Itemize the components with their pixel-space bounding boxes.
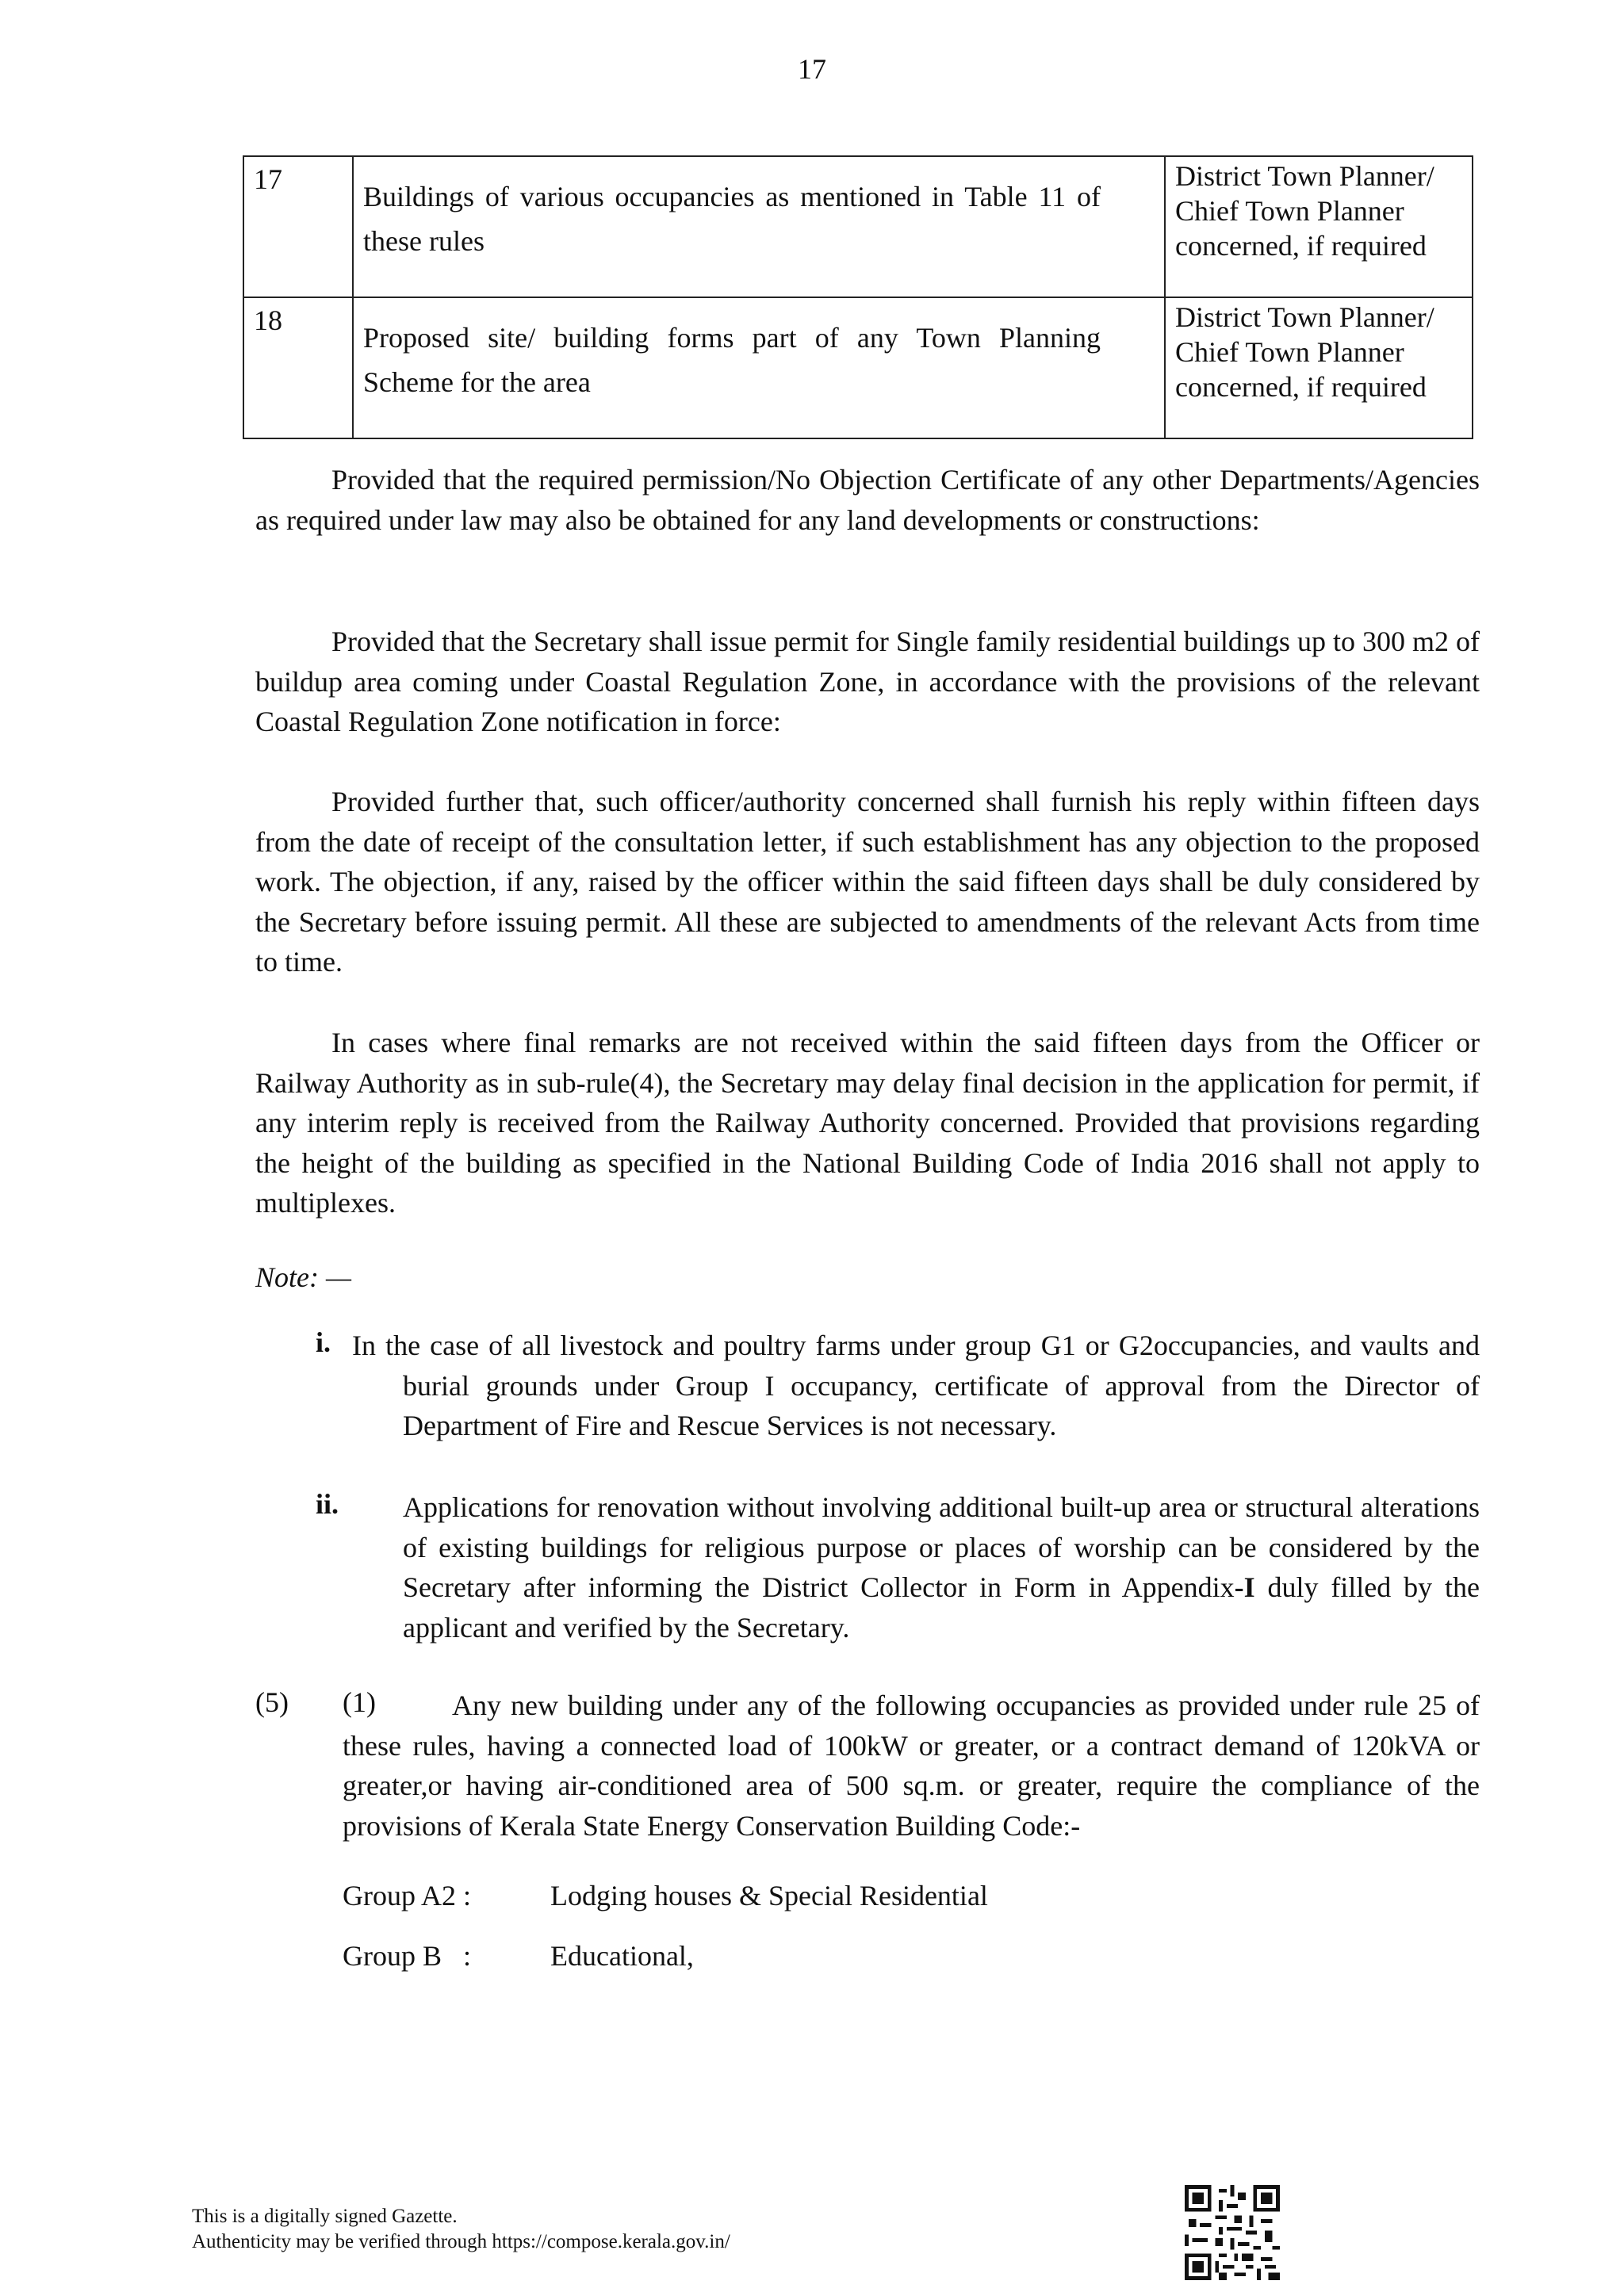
note-item xyxy=(352,1326,1480,1446)
row-number: 18 xyxy=(243,297,353,438)
note-item-text: Applications for renovation without involving additional built-up area or structural alterations of existing buildings for religious purpose or places of worship can be considered by the Secretary after informing the District Collector in Form in Appendix xyxy=(403,1491,1480,1603)
note-item xyxy=(403,1487,1480,1647)
consultation-table xyxy=(243,155,1473,439)
group-description: Educational, xyxy=(550,1940,694,1972)
row-description: Proposed site/ building forms part of any Town Planning Scheme for the area xyxy=(353,297,1165,438)
footer-verify-link: Authenticity may be verified through https://compose.kerala.gov.in/ xyxy=(192,2231,730,2252)
page-number: 17 xyxy=(798,53,826,85)
note-item-text: In the case of all livestock and poultry farms under group G1 or G2occupancies, and vaults and burial grounds under Group I occupancy, certificate of approval from the Director of Department of Fire and Rescue Services is not necessary. xyxy=(352,1330,1480,1441)
footer-signed-note: This is a digitally signed Gazette. xyxy=(192,2206,458,2227)
group-label: Group A2 : xyxy=(343,1880,471,1911)
proviso-paragraph: In cases where final remarks are not received within the said fifteen days from the Officer or Railway Authority as in sub-rule(4), the Secretary may delay final decision in the application for permit, if any interim reply is received from the Railway Authority concerned. Provided that provisions regarding the height of the building as specified in the National Building Code of India 2016 shall not apply to multiplexes. xyxy=(255,1027,1480,1219)
proviso-paragraph: Provided further that, such officer/authority concerned shall furnish his reply within fifteen days from the date of receipt of the consultation letter, if such establishment has any objection to the proposed work. The objection, if any, raised by the officer within the said fifteen days shall be duly considered by the Secretary before issuing permit. All these are subjected to amendments of the relevant Acts from time to time. xyxy=(255,786,1480,978)
row-description: Buildings of various occupancies as mentioned in Table 11 of these rules xyxy=(353,156,1165,297)
proviso-paragraph: Provided that the Secretary shall issue permit for Single family residential buildings up to 300 m2 of buildup area coming under Coastal Regulation Zone, in accordance with the provisions of the relevant Coastal Regulation Zone notification in force: xyxy=(255,626,1480,737)
note-label: Note: — xyxy=(255,1261,351,1293)
proviso-paragraph: Provided that the required permission/No Objection Certificate of any other Departments/Agencies as required under law may also be obtained for any land developments or constructions: xyxy=(255,464,1480,536)
group-label: Group B : xyxy=(343,1940,471,1972)
gazette-footer xyxy=(192,2204,730,2255)
group-description: Lodging houses & Special Residential xyxy=(550,1880,988,1911)
note-item-text-end: duly filled by the applicant and verified by the Secretary. xyxy=(403,1571,1480,1644)
row-authority: District Town Planner/ Chief Town Planner concerned, if required xyxy=(1165,297,1473,438)
rule-marker: (5) xyxy=(255,1686,289,1718)
note-item-marker: i. xyxy=(316,1326,331,1358)
table-row xyxy=(243,297,1473,438)
sub-rule-marker: (1) xyxy=(343,1686,376,1718)
row-authority: District Town Planner/ Chief Town Planner concerned, if required xyxy=(1165,156,1473,297)
table-row xyxy=(243,156,1473,297)
qr-code-icon xyxy=(1185,2185,1280,2280)
rule-text: Any new building under any of the following occupancies as provided under rule 25 of these rules, having a connected load of 100kW or greater, or a contract demand of 120kVA or greater,or having air-conditioned area of 500 sq.m. or greater, require the compliance of the provisions of Kerala State Energy Conservation Building Code:- xyxy=(343,1689,1480,1842)
row-number: 17 xyxy=(243,156,353,297)
note-item-marker: ii. xyxy=(316,1488,339,1520)
appendix-reference: -I xyxy=(1234,1571,1255,1603)
